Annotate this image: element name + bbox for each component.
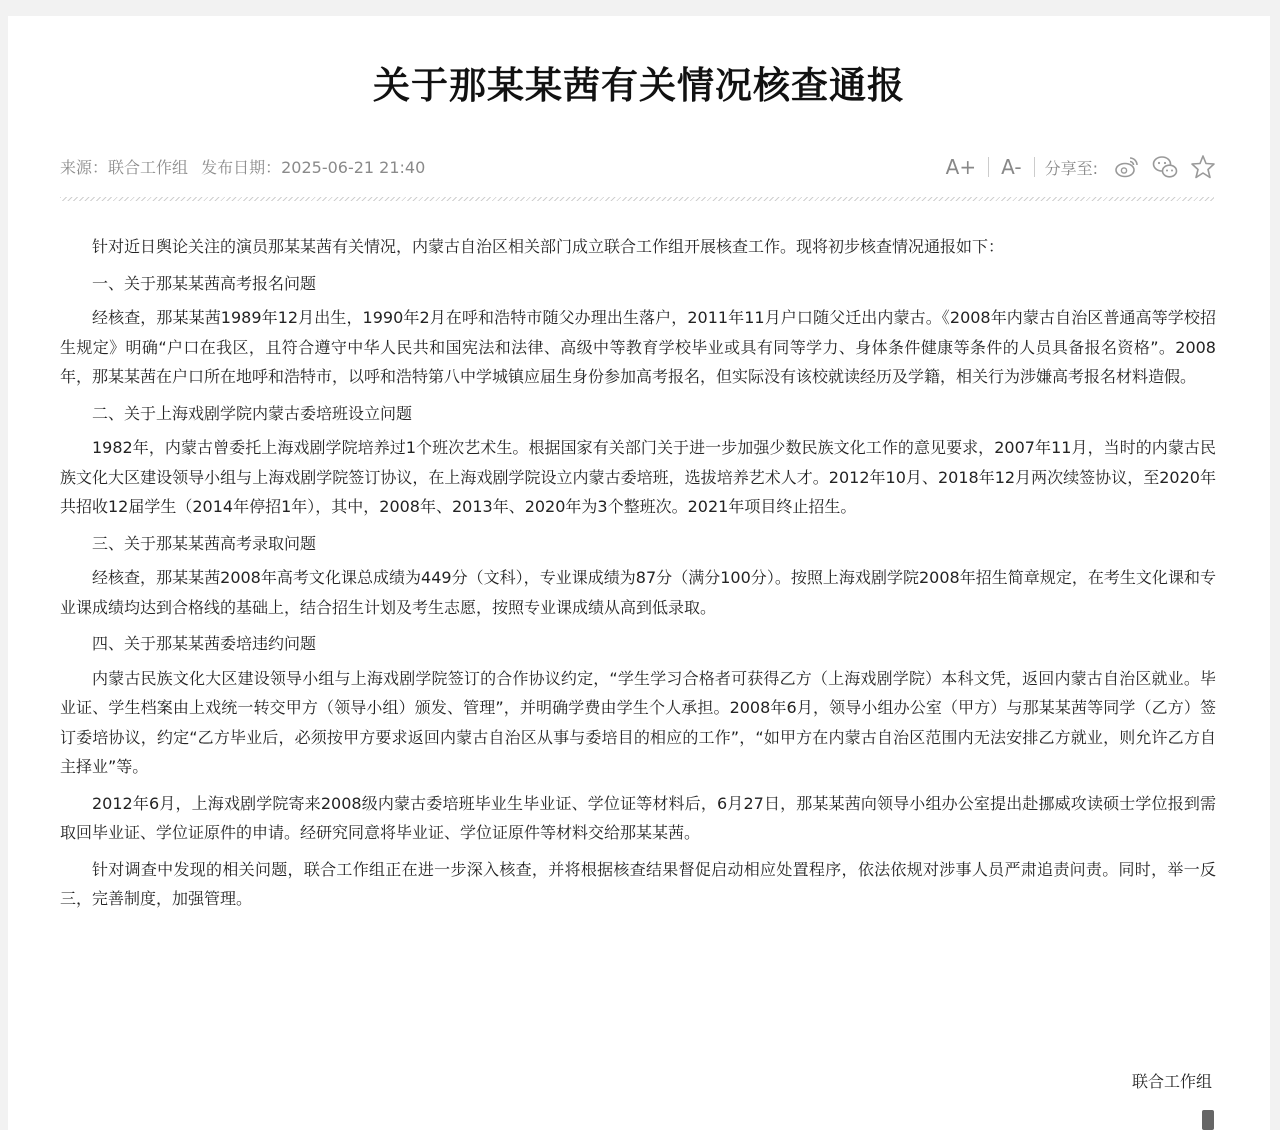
- article-date: 发布日期：2025-06-21 21:40: [201, 158, 426, 177]
- weibo-icon[interactable]: [1113, 153, 1141, 181]
- body-paragraph: 内蒙古民族文化大区建设领导小组与上海戏剧学院签订的合作协议约定，“学生学习合格者可获得乙方（上海戏剧学院）本科文凭，返回内蒙古自治区就业。毕业证、学生档案由上戏统一转交甲方（领导小组）颁发、管理”，并明确学费由学生个人承担。2008年6月，领导小组办公室（甲方）与那某某茜等同学（乙方）签订委培协议，约定“乙方毕业后，必须按甲方要求返回内蒙古自治区从事与委培目的相应的工作”，“如甲方在内蒙古自治区范围内无法安排乙方就业，则允许乙方自主择业”等。: [60, 668, 1216, 776]
- body-paragraph: 针对调查中发现的相关问题，联合工作组正在进一步深入核查，并将根据核查结果督促启动相应处置程序，依法依规对涉事人员严肃追责问责。同时，举一反三，完善制度，加强管理。: [60, 859, 1216, 908]
- section-heading: 一、关于那某某茜高考报名问题: [92, 273, 317, 293]
- article-body: [60, 232, 1216, 921]
- body-paragraph: 经核查，那某某茜2008年高考文化课总成绩为449分（文科），专业课成绩为87分（满分100分）。按照上海戏剧学院2008年招生简章规定，在考生文化课和专业课成绩均达到合格线的基础上，结合招生计划及考生志愿，按照专业课成绩从高到低录取。: [60, 568, 1216, 617]
- article-title: 关于那某某茜有关情况核查通报: [373, 64, 905, 107]
- body-paragraph: 经核查，那某某茜1989年12月出生，1990年2月在呼和浩特市随父办理出生落户，2011年11月户口随父迁出内蒙古。《2008年内蒙古自治区普通高等学校招生规定》明确“户口在我区，且符合遵守中华人民共和国宪法和法律、高级中等教育学校毕业或具有同等学力、身体条件健康等条件的人员具备报名资格”。2008年，那某某茜在户口所在地呼和浩特市，以呼和浩特第八中学城镇应届生身份参加高考报名，但实际没有该校就读经历及学籍，相关行为涉嫌高考报名材料造假。: [60, 308, 1216, 386]
- body-paragraph: 1982年，内蒙古曾委托上海戏剧学院培养过1个班次艺术生。根据国家有关部门关于进一步加强少数民族文化工作的意见要求，2007年11月，当时的内蒙古民族文化大区建设领导小组与上海戏剧学院签订协议，在上海戏剧学院设立内蒙古委培班，选拔培养艺术人才。2012年10月、2018年12月两次续签协议，至2020年共招收12届学生（2014年停招1年），其中，2008年、2013年、2020年为3个整班次。2021年项目终止招生。: [60, 438, 1216, 516]
- favorite-star-icon[interactable]: [1189, 153, 1217, 181]
- wechat-icon[interactable]: [1151, 153, 1179, 181]
- toolbar-divider: [1034, 157, 1035, 177]
- scrollbar-thumb[interactable]: [1202, 1110, 1214, 1130]
- toolbar-divider: [988, 157, 989, 177]
- section-heading: 三、关于那某某茜高考录取问题: [92, 533, 317, 553]
- body-paragraph: 2012年6月，上海戏剧学院寄来2008级内蒙古委培班毕业生毕业证、学位证等材料后，6月27日，那某某茜向领导小组办公室提出赴挪威攻读硕士学位报到需取回毕业证、学位证原件的申请。经研究同意将毕业证、学位证原件等材料交给那某某茜。: [60, 793, 1216, 842]
- article-source: 来源：联合工作组: [60, 158, 189, 177]
- article-page: [8, 16, 1270, 1130]
- article-meta: [60, 156, 433, 180]
- font-increase-button[interactable]: A+: [945, 155, 977, 179]
- header-divider: [60, 197, 1214, 201]
- article-toolbar: [940, 150, 1222, 184]
- article-signature: 联合工作组: [1131, 1072, 1212, 1091]
- font-decrease-button[interactable]: A-: [1001, 155, 1022, 179]
- section-heading: 二、关于上海戏剧学院内蒙古委培班设立问题: [92, 403, 413, 423]
- section-heading: 四、关于那某某茜委培违约问题: [92, 634, 317, 653]
- share-label: 分享至:: [1044, 158, 1098, 178]
- body-paragraph: 针对近日舆论关注的演员那某某茜有关情况，内蒙古自治区相关部门成立联合工作组开展核查工作。现将初步核查情况通报如下：: [92, 237, 1005, 256]
